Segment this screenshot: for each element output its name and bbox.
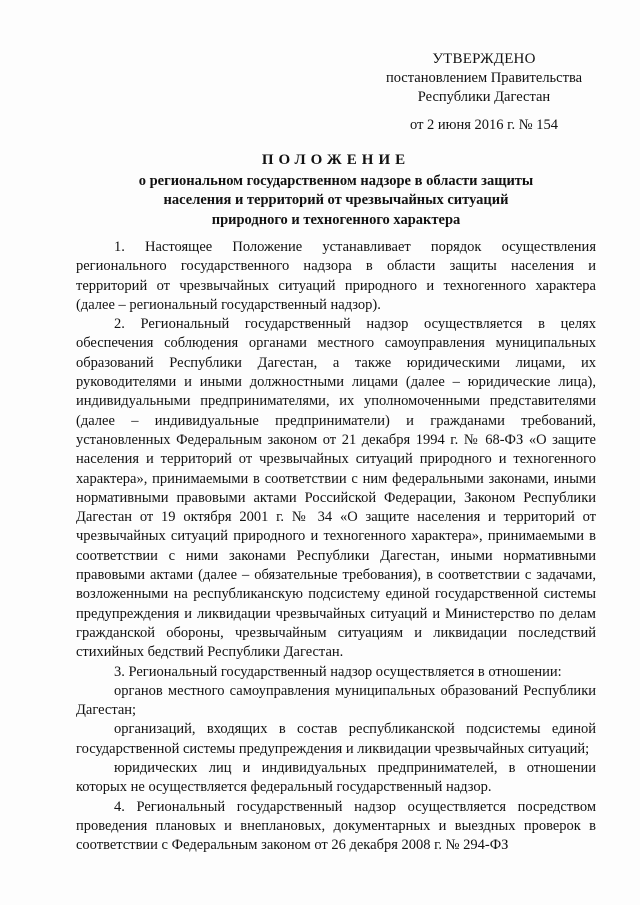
document-heading: ПОЛОЖЕНИЕ <box>261 152 411 168</box>
paragraph-3-item-3: юридических лиц и индивидуальных предпринимателей, в отношении которых не осуществляется федеральный государственный надзор. <box>76 760 596 796</box>
document-subtitle-line-3: природного и техногенного характера <box>211 211 461 228</box>
paragraph-1: 1. Настоящее Положение устанавливает порядок осуществления регионального государственного надзора в области защиты населения и территорий от чрезвычайных ситуаций природного и техногенного характера (далее – региональный государственный надзор). <box>76 239 596 313</box>
document-title-block <box>76 151 596 230</box>
approval-stamp <box>360 50 608 135</box>
document-body <box>76 238 596 856</box>
approval-date: от 2 июня 2016 г. № 154 <box>410 117 558 133</box>
document-subtitle-line-2: населения и территорий от чрезвычайных ситуаций <box>163 192 509 208</box>
paragraph-3-item-1: органов местного самоуправления муниципальных образований Республики Дагестан; <box>76 682 596 719</box>
approval-line-2: Республики Дагестан <box>417 89 551 105</box>
paragraph-3-item-2: организаций, входящих в состав республиканской подсистемы единой государственной системы предупреждения и ликвидации чрезвычайных ситуаций; <box>76 721 596 757</box>
approval-line-1: постановлением Правительства <box>385 70 583 86</box>
paragraph-4: 4. Региональный государственный надзор осуществляется посредством проведения плановых и внеплановых, документарных и выездных проверок в соответствии с Федеральным законом от 26 декабря 2008 г. № 294-ФЗ <box>76 798 596 854</box>
approved-label: УТВЕРЖДЕНО <box>432 51 536 67</box>
paragraph-2: 2. Региональный государственный надзор осуществляется в целях обеспечения соблюдения органами местного самоуправления муниципальных образований Республики Дагестан, а также юридическими лицами, их руководителями и иными должностными лицами (далее – юридические лица), индивидуальными предпринимателями, их уполномоченными представителями (далее – индивидуальные предприниматели) и гражданами требований, установленных Федеральным законом от 21 декабря 1994 г. № 68-ФЗ «О защите населения и территорий от чрезвычайных ситуаций природного и техногенного характера», принимаемыми в соответствии с ним федеральными законами, иными нормативными правовыми актами Российской Федерации, Законом Республики Дагестан от 19 октября 2001 г. № 34 «О защите населения и территорий от чрезвычайных ситуаций природного и техногенного характера», принимаемыми в соответствии с ними законами Республики Дагестан, иными нормативными правовыми актами (далее – обязательные требования), в соответствии с задачами, возложенными на республиканскую подсистему единой государственной системы предупреждения и ликвидации чрезвычайных ситуаций и Министерство по делам гражданской обороны, чрезвычайным ситуациям и ликвидации последствий стихийных бедствий Республики Дагестан. <box>76 316 596 661</box>
document-subtitle-line-1: о региональном государственном надзоре в области защиты <box>138 172 534 189</box>
paragraph-3: 3. Региональный государственный надзор осуществляется в отношении: <box>114 663 562 680</box>
